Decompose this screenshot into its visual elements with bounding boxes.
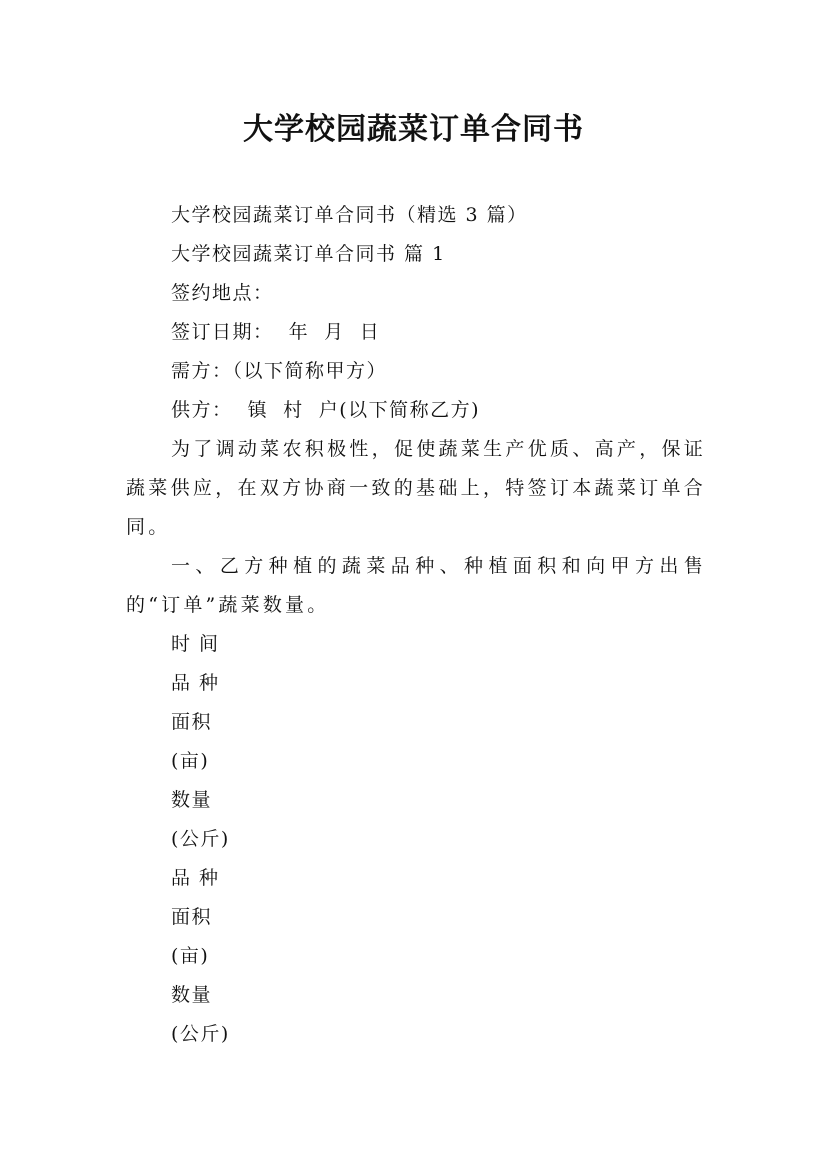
intro-paragraph: 为了调动菜农积极性，促使蔬菜生产优质、高产，保证蔬菜供应，在双方协商一致的基础上，特签订本蔬菜订单合同。 xyxy=(126,438,706,538)
table-label-area: 面积 xyxy=(171,711,213,733)
table-label-time: 时 间 xyxy=(171,633,220,655)
clause-one-paragraph: 一、乙方种植的蔬菜品种、种植面积和向甲方出售的“订单”蔬菜数量。 xyxy=(126,555,706,616)
table-label-area: 面积 xyxy=(171,906,213,928)
buyer-line: 需方：（以下简称甲方） xyxy=(171,360,388,382)
table-label-area-unit: (亩) xyxy=(171,750,210,772)
table-label-area-unit: (亩) xyxy=(171,945,210,967)
document-body xyxy=(126,196,706,1054)
supplier-line: 供方： 镇 村 户(以下简称乙方) xyxy=(171,399,481,421)
section-heading: 大学校园蔬菜订单合同书 篇 1 xyxy=(171,243,446,265)
table-label-variety: 品 种 xyxy=(171,867,220,889)
table-label-quantity: 数量 xyxy=(171,984,213,1006)
signing-place: 签约地点： xyxy=(171,282,274,304)
subtitle-line: 大学校园蔬菜订单合同书（精选 3 篇） xyxy=(171,204,528,226)
table-label-variety: 品 种 xyxy=(171,672,220,694)
document-title: 大学校园蔬菜订单合同书 xyxy=(243,112,584,147)
table-label-quantity-unit: (公斤) xyxy=(171,828,230,850)
signing-date: 签订日期： 年 月 日 xyxy=(171,321,381,343)
table-label-quantity: 数量 xyxy=(171,789,213,811)
table-label-quantity-unit: (公斤) xyxy=(171,1023,230,1045)
